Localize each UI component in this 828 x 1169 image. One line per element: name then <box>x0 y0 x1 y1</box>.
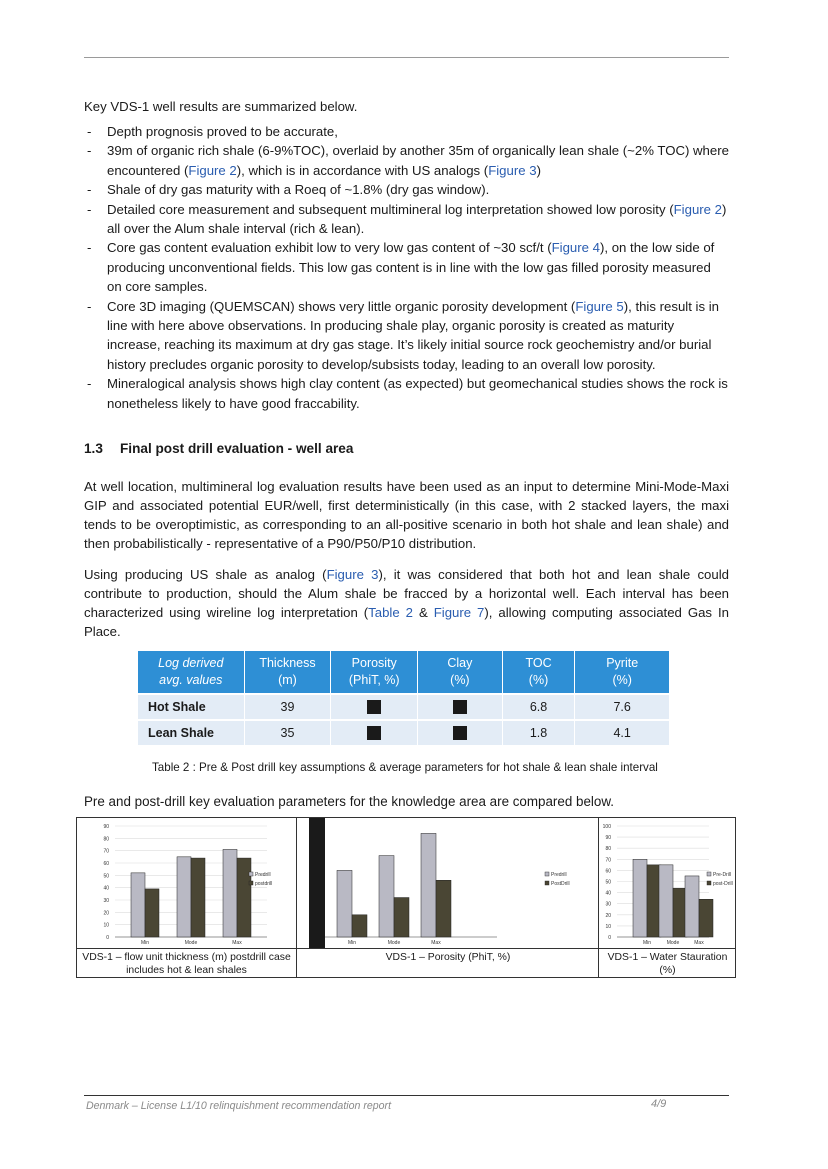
cell-thickness: 35 <box>244 720 331 745</box>
cell-thickness: 39 <box>244 694 331 720</box>
cell-toc: 6.8 <box>502 694 575 720</box>
y-tick-label: 80 <box>605 846 611 853</box>
y-tick-label: 20 <box>605 912 611 919</box>
compare-text: Pre and post-drill key evaluation parameters for the knowledge area are compared below. <box>84 794 614 809</box>
cell-pyrite: 7.6 <box>575 694 670 720</box>
list-item <box>84 238 729 296</box>
row-name: Lean Shale <box>138 720 244 745</box>
cell-toc: 1.8 <box>502 720 575 745</box>
cell-porosity-redacted <box>331 694 418 720</box>
x-tick-label: Max <box>694 940 704 946</box>
text-segment: Using producing US shale as analog ( <box>84 567 327 582</box>
legend-label: PostDrill <box>551 881 570 887</box>
x-tick-label: Mode <box>387 940 401 946</box>
legend-swatch <box>545 872 549 876</box>
x-tick-label: Min <box>347 940 357 946</box>
intro-text: Key VDS-1 well results are summarized below. <box>84 99 358 114</box>
redaction-block <box>367 726 381 740</box>
list-item <box>84 180 729 199</box>
cross-reference-link[interactable]: Figure 3 <box>326 567 379 582</box>
y-tick-label: 0 <box>608 935 611 941</box>
cross-reference-link[interactable]: Figure 7 <box>433 605 485 620</box>
table-row <box>138 694 670 720</box>
text-segment: ), this result is in line with here above observations. In producing shale play, organic porosity is created as maturity increase, reaching its maximum at dry gas stage. It’s likely initial source rock geochemistry and/or burial history precludes organic porosity to develop/subsists today, leading to an overall low porosity. <box>107 298 719 372</box>
y-tick-label: 80 <box>103 836 109 843</box>
chart-porosity <box>297 818 599 948</box>
text-segment: Core gas content evaluation exhibit low to very low gas content of ~30 scf/t ( <box>107 240 552 256</box>
legend-label: post-Drill <box>713 881 733 887</box>
section-title: Final post drill evaluation - well area <box>120 441 354 456</box>
y-tick-label: 90 <box>103 824 109 830</box>
x-tick-label: Mode <box>666 940 680 946</box>
y-tick-label: 20 <box>103 910 109 917</box>
footer-rule <box>84 1095 729 1096</box>
cell-porosity-redacted <box>331 720 418 745</box>
x-tick-label: Min <box>642 940 652 946</box>
top-rule <box>84 57 729 58</box>
bar <box>394 898 409 937</box>
bar <box>685 876 699 937</box>
redaction-block <box>309 818 325 948</box>
redaction-block <box>453 700 467 714</box>
header-clay: Clay (%) <box>418 651 503 694</box>
y-tick-label: 40 <box>605 890 611 897</box>
y-tick-label: 50 <box>605 879 611 886</box>
bar <box>131 873 145 937</box>
table-row <box>138 720 670 745</box>
cross-reference-link[interactable]: Figure 2 <box>188 162 237 178</box>
text-segment: & <box>413 605 434 620</box>
y-tick-label: 70 <box>605 857 611 864</box>
y-tick-label: 70 <box>103 848 109 855</box>
y-tick-label: 60 <box>605 868 611 875</box>
x-tick-label: Mode <box>184 940 198 946</box>
page-number: 4/9 <box>651 1098 667 1110</box>
header-toc: TOC (%) <box>502 651 575 694</box>
bar <box>223 849 237 937</box>
results-list <box>84 122 729 413</box>
bar <box>352 915 367 937</box>
text-segment: 39m of organic rich shale (6-9%TOC), overlaid by another 35m of organically lean shale (~2% TOC) where encountered ( <box>107 143 729 178</box>
legend-swatch <box>249 872 253 876</box>
bar <box>436 880 451 937</box>
legend-label: postdrill <box>255 881 273 887</box>
text-segment: Detailed core measurement and subsequent multimineral log interpretation showed low porosity ( <box>107 201 674 217</box>
cross-reference-link[interactable]: Figure 5 <box>575 298 624 314</box>
chart-cell-porosity <box>296 818 599 977</box>
section-heading <box>84 441 353 456</box>
legend-swatch <box>545 881 549 885</box>
legend-label: Predrill <box>551 872 567 878</box>
text-segment: ), it was considered that both hot and lean shale could contribute to production, should the Alum shale be fracced by a horizontal well. Each interval has been characterized using wireline log interpretation ( <box>84 567 729 620</box>
bar <box>177 857 191 937</box>
cross-reference-link[interactable]: Figure 2 <box>673 201 723 217</box>
legend-swatch <box>249 881 253 885</box>
list-item <box>84 374 729 413</box>
redaction-block <box>367 700 381 714</box>
chart-water-saturation <box>599 818 736 948</box>
y-tick-label: 40 <box>103 885 109 892</box>
x-tick-label: Min <box>140 940 150 946</box>
list-item <box>84 122 729 141</box>
text-segment: ) <box>536 162 541 178</box>
list-item <box>84 200 729 239</box>
bar <box>421 833 436 937</box>
cross-reference-link[interactable]: Table 2 <box>368 605 413 620</box>
bar <box>379 856 394 937</box>
chart-caption: VDS-1 – flow unit thickness (m) postdrill case includes hot & lean shales <box>77 948 296 977</box>
cross-reference-link[interactable]: Figure 3 <box>488 162 537 178</box>
bar <box>191 858 205 937</box>
list-item <box>84 141 729 180</box>
redaction-block <box>453 726 467 740</box>
header-pyrite: Pyrite (%) <box>575 651 670 694</box>
y-tick-label: 10 <box>103 922 109 929</box>
list-item <box>84 297 729 375</box>
table-header-row <box>138 651 670 694</box>
bar <box>145 889 159 937</box>
cell-clay-redacted <box>418 720 503 745</box>
cross-reference-link[interactable]: Figure 4 <box>551 240 600 256</box>
y-tick-label: 100 <box>602 824 611 830</box>
y-tick-label: 60 <box>103 861 109 867</box>
paragraph-analog <box>84 565 729 641</box>
chart-cell-thickness <box>77 818 296 977</box>
x-tick-label: Max <box>431 940 441 946</box>
header-thickness: Thickness (m) <box>244 651 331 694</box>
text-segment: ) all over the Alum shale interval (rich & lean). <box>107 201 727 237</box>
cell-clay-redacted <box>418 694 503 720</box>
legend-label: Pre-Drill <box>713 872 732 878</box>
chart-caption: VDS-1 – Water Stauration (%) <box>599 948 736 977</box>
bar <box>633 859 647 937</box>
header-log-derived: Log derived avg. values <box>138 651 244 694</box>
chart-caption: VDS-1 – Porosity (PhiT, %) <box>297 948 599 964</box>
text-segment: Shale of dry gas maturity with a Roeq of ~1.8% (dry gas window). <box>107 182 490 198</box>
y-tick-label: 0 <box>106 935 109 941</box>
y-tick-label: 90 <box>605 835 611 842</box>
y-tick-label: 50 <box>103 873 109 880</box>
parameters-table <box>138 651 670 745</box>
bar <box>337 870 352 937</box>
y-tick-label: 30 <box>605 901 611 908</box>
text-segment: ), allowing computing associated Gas In Place. <box>84 605 729 639</box>
row-name: Hot Shale <box>138 694 244 720</box>
y-tick-label: 30 <box>103 898 109 904</box>
comparison-figures <box>76 817 736 978</box>
section-number: 1.3 <box>84 441 103 456</box>
bar <box>237 858 251 937</box>
text-segment: ), which is in accordance with US analogs ( <box>236 162 489 178</box>
footer-title: Denmark – License L1/10 relinquishment recommendation report <box>86 1100 392 1112</box>
bar <box>699 899 713 937</box>
chart-cell-water-saturation <box>598 818 736 977</box>
legend-swatch <box>707 872 711 876</box>
x-tick-label: Max <box>232 940 242 946</box>
text-segment: Mineralogical analysis shows high clay content (as expected) but geomechanical studies shows the rock is nonetheless likely to have good fraccability. <box>107 376 728 411</box>
legend-label: Predrill <box>255 872 271 878</box>
text-segment: ), on the low side of producing unconventional fields. This low gas content is in line with the low gas filled porosity measured on core samples. <box>107 240 715 295</box>
text-segment: Depth prognosis proved to be accurate, <box>107 124 338 139</box>
header-porosity: Porosity (PhiT, %) <box>331 651 418 694</box>
bar <box>659 865 673 937</box>
chart-thickness <box>77 818 296 948</box>
y-tick-label: 10 <box>605 923 611 930</box>
cell-pyrite: 4.1 <box>575 720 670 745</box>
table-caption: Table 2 : Pre & Post drill key assumptions & average parameters for hot shale & lean shale interval <box>152 761 658 774</box>
paragraph-gip: At well location, multimineral log evaluation results have been used as an input to determine Mini-Mode-Maxi GIP and associated potential EUR/well, first deterministically (in this case, with 2 stacked layers, the maxi tends to be overoptimistic, as corresponding to an all-positive scenario in both hot shale and lean shale) and then probabilistically - representative of a P90/P50/P10 distribution. <box>84 479 729 551</box>
text-segment: Core 3D imaging (QUEMSCAN) shows very little organic porosity development ( <box>107 298 576 314</box>
legend-swatch <box>707 881 711 885</box>
